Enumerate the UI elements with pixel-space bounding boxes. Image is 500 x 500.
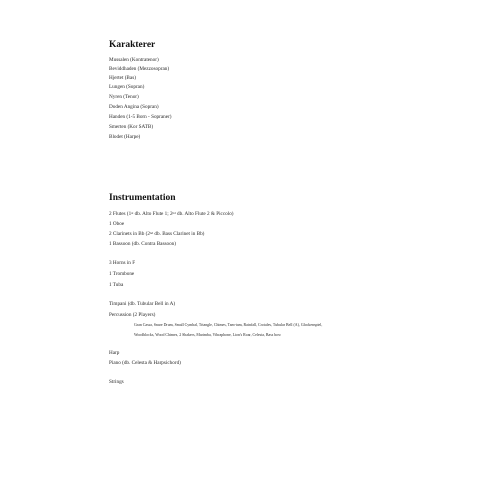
percussion-list-line-1: Gran Cassa, Snare Drum, Small Cymbal, Triangle, Chimes, Tam-tam, Rainfall, Crotales, Tubular Bell (A), Glockenspiel,	[134, 323, 323, 327]
instrument-strings: Strings	[109, 379, 124, 385]
character-item: Smerten (Kor SATB)	[109, 124, 154, 130]
character-item: Lungen (Sopran)	[109, 84, 145, 90]
flutes-sup-1: st	[131, 211, 134, 215]
instrument-timpani: Timpani (db. Tubular Bell in A)	[109, 301, 176, 307]
clarinets-text-b: db. Bass Clarinet in Bb)	[153, 231, 205, 237]
character-item: Doden Angina (Sopran)	[109, 104, 159, 110]
flutes-sup-2: nd	[172, 211, 176, 215]
instrument-piano: Piano (db. Celesta & Harpsichord)	[109, 360, 181, 366]
flutes-text-c: db. Alto Flute 2 & Piccolo)	[175, 211, 234, 217]
instrument-percussion: Percussion (2 Players)	[109, 312, 156, 318]
characters-heading: Karakterer	[109, 40, 156, 50]
flutes-text-b: db. Alto Flute 1; 2	[133, 211, 173, 217]
flutes-text-a: 2 Flutes (1	[109, 211, 132, 217]
instrument-clarinets	[109, 231, 204, 237]
character-item: Nyren (Tenor)	[109, 94, 139, 100]
instrument-trombone: 1 Trombone	[109, 271, 135, 277]
percussion-list-line-2: Woodblocks, Wood Chimes, 2 Shakers, Marimba, Vibraphone, Lion's Roar, Celesta, Bass bow	[134, 333, 281, 337]
character-item: Hjertet (Bas)	[109, 75, 136, 81]
instrument-harp: Harp	[109, 350, 120, 356]
character-item: Mussalen (Kontratenor)	[109, 57, 159, 63]
character-item: Blodet (Harpe)	[109, 134, 141, 140]
character-item: Handen (1-5 Born - Sopraner)	[109, 114, 172, 120]
instrument-tuba: 1 Tuba	[109, 282, 124, 288]
clarinets-sup: nd	[149, 231, 154, 235]
instrument-bassoon: 1 Bassoon (db. Contra Bassoon)	[109, 241, 177, 247]
instrument-horns: 3 Horns in F	[109, 260, 136, 266]
instrumentation-heading: Instrumentation	[109, 193, 176, 203]
clarinets-text-a: 2 Clarinets in Bb (2	[109, 231, 150, 237]
instrument-oboe: 1 Oboe	[109, 221, 125, 227]
character-item: Beviddhaden (Mezzosopran)	[109, 66, 170, 72]
instrument-flutes	[109, 211, 234, 217]
